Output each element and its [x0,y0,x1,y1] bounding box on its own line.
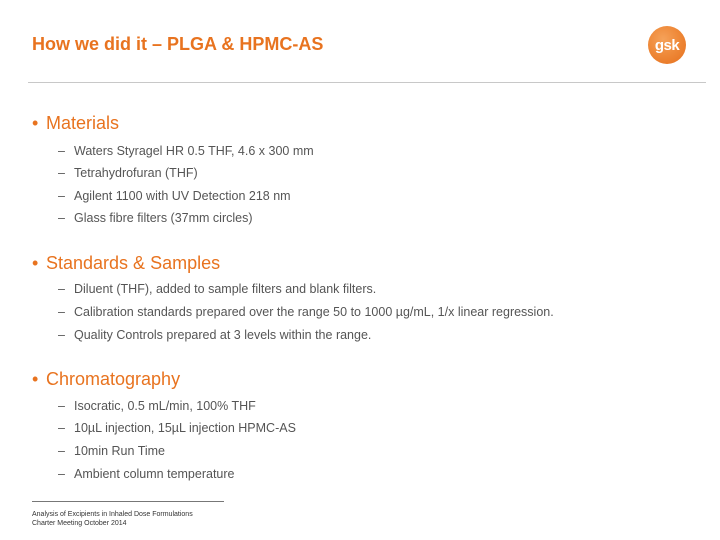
bullet-icon: • [32,369,39,389]
footer-title: Analysis of Excipients in Inhaled Dose Formulations [32,511,193,518]
list-item: – 10min Run Time [58,444,166,458]
dash-icon: – [58,421,65,435]
list-item: – Agilent 1100 with UV Detection 218 nm [58,189,291,203]
dash-icon: – [58,189,65,203]
dash-icon: – [58,166,65,180]
dash-icon: – [58,305,65,319]
dash-icon: – [58,328,65,342]
list-item: – Ambient column temperature [58,467,235,481]
section-heading-chromatography: • Chromatography [32,369,181,389]
dash-icon: – [58,144,65,158]
list-item: – Quality Controls prepared at 3 levels within the range. [58,328,372,342]
dash-icon: – [58,444,65,458]
footer-date: Charter Meeting October 2014 [32,520,127,527]
list-item: – Tetrahydrofuran (THF) [58,166,198,180]
footer-divider [32,501,224,502]
dash-icon: – [58,399,65,413]
list-item: – Glass fibre filters (37mm circles) [58,211,253,225]
list-item: – Calibration standards prepared over the range 50 to 1000 µg/mL, 1/x linear regression. [58,305,554,319]
dash-icon: – [58,211,65,225]
section-heading-materials: • Materials [32,113,120,133]
dash-icon: – [58,467,65,481]
list-item: – Diluent (THF), added to sample filters and blank filters. [58,282,377,296]
title-divider [28,82,706,83]
bullet-icon: • [32,113,39,133]
slide-title: How we did it – PLGA & HPMC-AS [32,34,324,54]
list-item: – Isocratic, 0.5 mL/min, 100% THF [58,399,256,413]
section-heading-standards-samples: • Standards & Samples [32,253,221,273]
list-item: – Waters Styragel HR 0.5 THF, 4.6 x 300 mm [58,144,314,158]
bullet-icon: • [32,253,39,273]
list-item: – 10µL injection, 15µL injection HPMC-AS [58,421,296,435]
dash-icon: – [58,282,65,296]
gsk-logo: gsk [648,26,686,64]
